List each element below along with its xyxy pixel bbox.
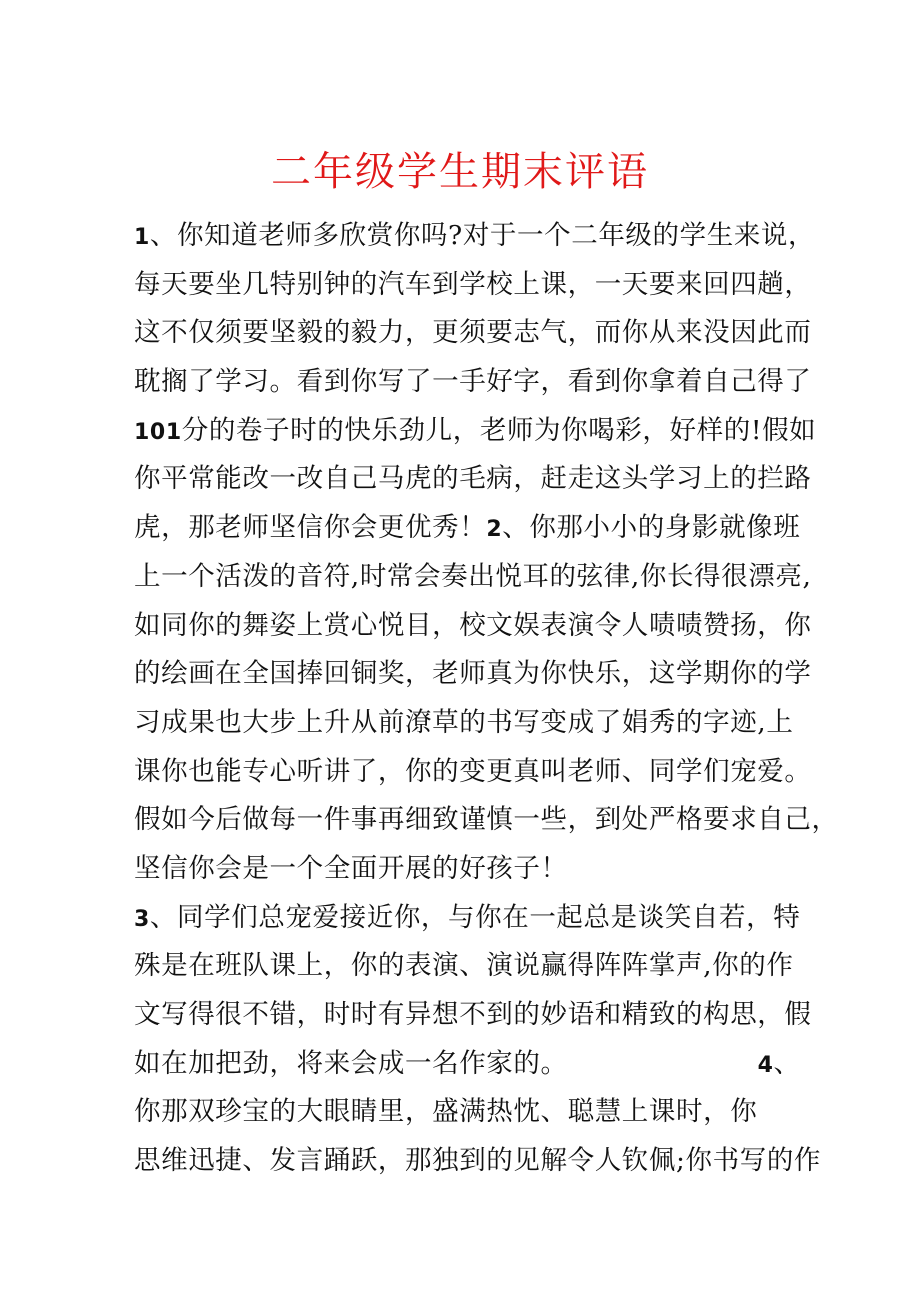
text-line [134,1040,814,1089]
line-text: 你平常能改一改自己马虎的毛病，赶走这头学习上的拦路 [134,463,812,495]
line-text: 、你那小小的身影就像班 [502,512,801,544]
text-line [134,309,814,358]
text-line [134,455,814,504]
text-line [134,261,814,310]
line-text: 的绘画在全国捧回铜奖，老师真为你快乐，这学期你的学 [134,658,812,690]
text-line [134,748,814,797]
text-line [134,699,814,748]
line-text: 坚信你会是一个全面开展的好孩子！ [134,852,568,884]
text-line [134,991,814,1040]
line-text: 如同你的舞姿上赏心悦目，校文娱表演令人啧啧赞扬，你 [134,609,812,641]
text-line [134,358,814,407]
document-body [134,212,839,1186]
line-text: 、同学们总宠爱接近你，与你在一起总是谈笑自若，特 [149,901,801,933]
item-number: 3 [134,906,150,932]
line-text: 课你也能专心听讲了，你的变更真叫老师、同学们宠爱。 [134,755,812,787]
text-line [134,407,817,456]
text-line [134,650,814,699]
text-line [134,796,839,845]
text-line [134,845,814,894]
item-number: 2 [486,517,503,543]
text-line [134,942,814,991]
document-title: 二年级学生期末评语 [271,149,649,195]
text-line [134,894,814,943]
text-line [134,504,814,553]
item-number: 1 [134,225,150,250]
line-text: 这不仅须要坚毅的毅力，更须要志气，而你从来没因此而 [134,317,812,349]
item-number: 4 [757,1052,774,1078]
line-text: 上一个活泼的音符,时常会奏出悦耳的弦律,你长得很漂亮, [134,560,812,592]
line-text: 、你知道老师多欣赏你吗?对于一个二年级的学生来说， [149,220,816,251]
line-text: 思维迅捷、发言踊跃，那独到的见解令人钦佩;你书写的作 [134,1145,822,1177]
text-line [134,1088,814,1137]
text-line [134,553,814,602]
line-text: 习成果也大步上升从前潦草的书写变成了娟秀的字迹,上 [134,706,794,738]
line-text: 如在加把劲，将来会成一名作家的。 [134,1047,568,1079]
line-text: 分的卷子时的快乐劲儿，老师为你喝彩，好样的!假如 [181,414,817,446]
line-text: 虎，那老师坚信你会更优秀！ [134,512,487,544]
line-text: 假如今后做每一件事再细致谨慎一些，到处严格要求自己， [134,804,839,836]
score-number: 101 [134,419,182,445]
text-line [134,1137,822,1186]
text-line [134,602,814,651]
line-text: 每天要坐几特别钟的汽车到学校上课，一天要来回四趟， [134,268,812,300]
line-text: 、 [773,1047,801,1079]
line-text: 你那双珍宝的大眼睛里，盛满热忱、聪慧上课时，你 [134,1096,758,1128]
line-text: 文写得很不错，时时有异想不到的妙语和精致的构思，假 [134,999,812,1030]
text-line [134,212,814,261]
line-text: 耽搁了学习。看到你写了一手好字，看到你拿着自己得了 [134,366,812,398]
line-text: 殊是在班队课上，你的表演、演说赢得阵阵掌声,你的作 [134,950,794,982]
